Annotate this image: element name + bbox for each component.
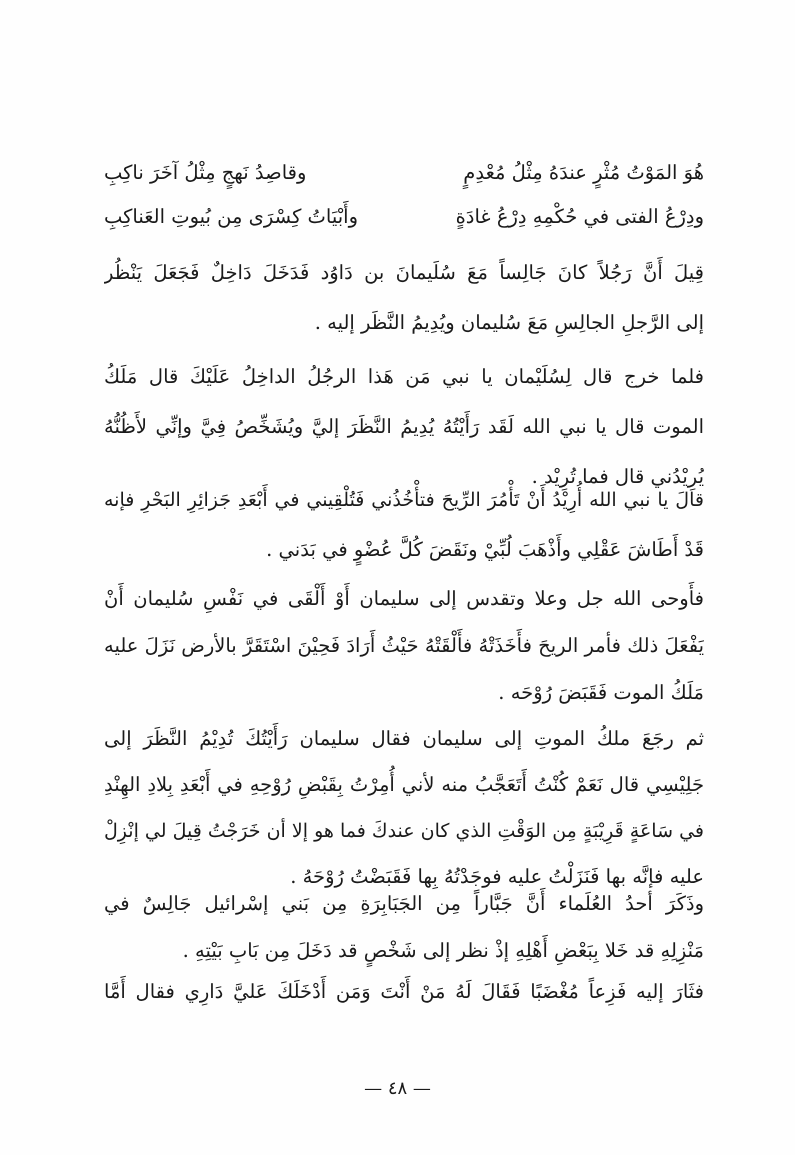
text-line: وذَكَرَ أحدُ العُلَماء أَنَّ جَبَّاراً مِن الجَبَابِرَةِ مِن بَني إسْرائيل جَالِسٌ في xyxy=(104,892,704,915)
text-line: إلى الرَّجلِ الجالِسِ مَعَ سُليمان ويُدِيمُ النَّظَر إليه . xyxy=(314,311,704,334)
text-line: الموت قال يا نبي الله لَقَد رَأَيْتُهُ يُدِيمُ النَّظَرَ إليَّ ويُشَخِّصُ فِيَّ وإنِّي لأَظُنُّهُ xyxy=(104,415,704,438)
text-line: قالَ يا نبي الله أُرِيْدُ أَنْ تَأْمُرَ الرِّيحَ فتأْخُذُني فَتُلْقِيني في أَبْعَدِ جَزائِرِ البَحْرِ فإنه xyxy=(104,489,704,511)
text-line: مَلَكُ الموت فَقَبَضَ رُوْحَه . xyxy=(498,681,704,704)
text-line: عليه فإنَّه بها فَنَزَلْتُ عليه فوجَدْتُهُ بِها فَقَبَضْتُ رُوْحَهُ . xyxy=(290,865,704,888)
text-line: مَنْزِلِهِ قد خَلا بِبَعْضِ أَهْلِهِ إذْ نظر إلى شَخْصٍ قد دَخَلَ مِن بَابِ بَيْتِهِ . xyxy=(182,939,704,962)
paragraph xyxy=(104,248,704,348)
text-line: ثم رجَعَ ملكُ الموتِ إلى سليمان فقال سليمان رَأَيْتُكَ تُدِيْمُ النَّظَرَ إلى xyxy=(104,727,704,750)
poem-verse xyxy=(104,194,704,238)
text-line: جَلِيْسِي قال نَعَمْ كُنْتُ أَتَعَجَّبُ منه لأني أُمِرْتُ بِقَبْضِ رُوْحِهِ في أَبْعَدِ بِلادِ الهِنْدِ xyxy=(104,773,704,796)
verse-second-half: وقاصِدُ نَهجٍ مِثْلُ آخَرَ ناكِبِ xyxy=(104,160,307,184)
text-line: فثَارَ إليه فَزِعاً مُغْضَبًا فَقَالَ لَهُ مَنْ أَنْتَ وَمَن أَدْخَلَكَ عَليَّ دَارِي فقال أَمَّا xyxy=(104,980,704,1003)
text-line: يَفْعَلَ ذلك فأمر الريحَ فأَخَذَتْهُ فأَلْقَتْهُ حَيْثُ أَرَادَ فَحِيْنَ اسْتَقَرَّ بالأرض نَزَلَ عليه xyxy=(104,634,704,657)
paragraph xyxy=(104,575,704,716)
text-line: فلما خرج قال لِسُلَيْمان يا نبي مَن هَذا الرجُلُ الداخِلُ عَلَيْكَ قال مَلَكُ xyxy=(104,365,704,388)
verse-first-half: هُوَ المَوْتُ مُثْرٍ عندَهُ مِثْلُ مُعْدِمٍ xyxy=(463,160,704,184)
paragraph xyxy=(104,716,704,900)
text-line: فأَوحى الله جل وعلا وتقدس إلى سليمان أَوْ أَلْقَى في نَفْسِ سُليمان أَنْ xyxy=(104,587,704,610)
verse-first-half: ودِرْعُ الفتى في حُكْمِهِ دِرْعُ غادَةٍ xyxy=(455,204,704,228)
poem-verse xyxy=(104,150,704,194)
text-line: قِيلَ أَنَّ رَجُلاً كانَ جَالِساً مَعَ سُلَيمانَ بن دَاوُد فَدَخَلَ دَاخِلٌ فَجَعَلَ يَنْظُر xyxy=(104,261,704,284)
text-line: قَدْ أَطَاشَ عَقْلِي وأَذْهَبَ لُبِّيْ ونَقَضَ كُلَّ عُضْوٍ في بَدَني . xyxy=(266,538,704,561)
page-number: — ٤٨ — xyxy=(364,1078,431,1099)
verse-second-half: وأَبْيَاتُ كِسْرَى مِن بُيوتِ العَناكِبِ xyxy=(104,204,358,228)
poem-block xyxy=(104,150,704,238)
paragraph xyxy=(104,880,704,974)
text-line: في سَاعَةٍ قَرِيْبَةٍ مِن الوَقْتِ الذي كان عندكَ فما هو إلا أن خَرَجْتُ قِيلَ لي إنْزِلْ xyxy=(104,820,704,842)
paragraph xyxy=(104,968,704,1016)
paragraph xyxy=(104,475,704,575)
text-line: يُرِيْدُني قال فما تُرِيْد . xyxy=(531,465,704,488)
